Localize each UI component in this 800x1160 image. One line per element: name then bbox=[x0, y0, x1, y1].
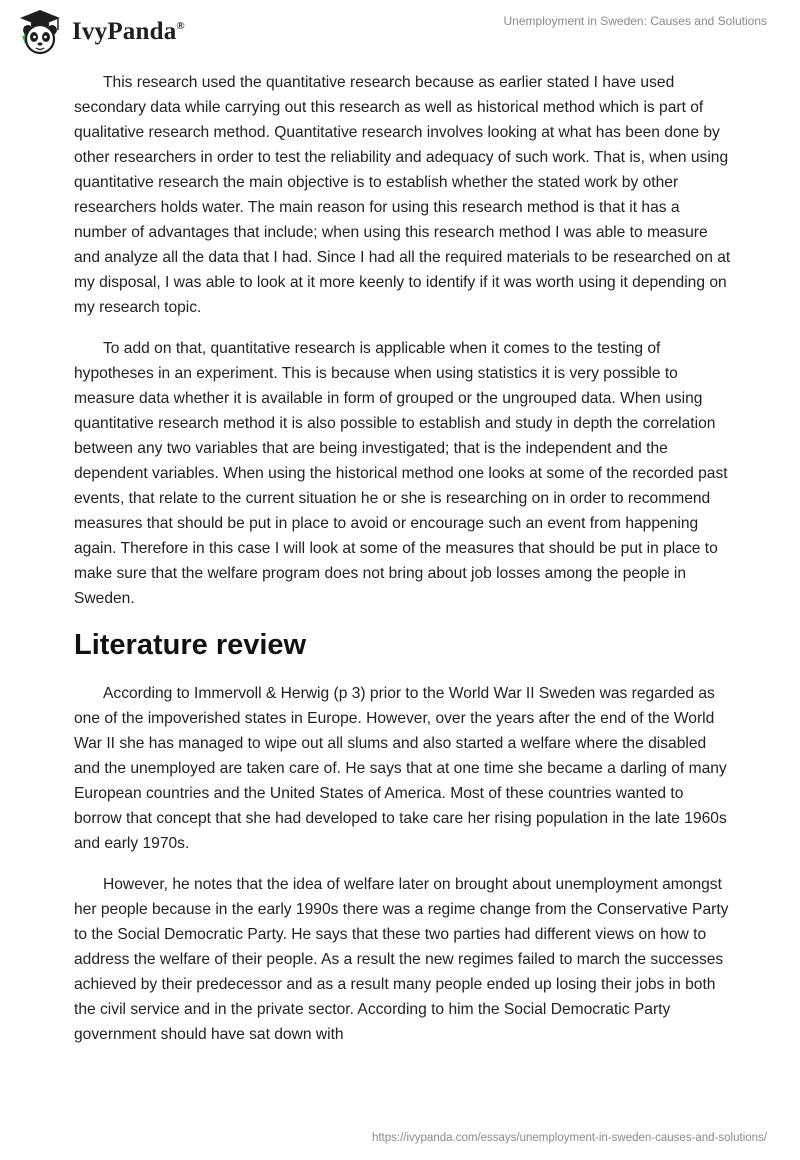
essay-body bbox=[74, 70, 734, 1063]
source-url[interactable]: https://ivypanda.com/essays/unemployment-in-sweden-causes-and-solutions/ bbox=[371, 1132, 767, 1144]
body-paragraph: According to Immervoll & Herwig (p 3) prior to the World War II Sweden was regarded as one of the impoverished states in Europe. However, over the years after the end of the World War II she has managed to wipe out all slums and also started a welfare where the disabled and the unemployed are taken care of. He says that at one time she became a darling of many European countries and the United States of America. Most of these countries wanted to borrow that concept that she had developed to take care her rising population in the late 1960s and early 1970s. bbox=[74, 685, 727, 852]
body-paragraph: To add on that, quantitative research is applicable when it comes to the testing of hypotheses in an experiment. This is because when using statistics it is very possible to measure data whether it is available in form of grouped or the ungrouped data. When using quantitative research method it is also possible to establish and study in depth the correlation between any two variables that are being investigated; that is the independent and the dependent variables. When using the historical method one looks at some of the recorded past events, that relate to the current situation he or she is researching on in order to recommend measures that should be put in place to avoid or encourage such an event from happening again. Therefore in this case I will look at some of the measures that should be put in place to make sure that the welfare program does not bring about job losses among the people in Sweden. bbox=[74, 340, 728, 607]
page-header bbox=[0, 0, 800, 64]
document-title: Unemployment in Sweden: Causes and Solutions bbox=[503, 14, 767, 28]
brand-name: IvyPanda® bbox=[72, 18, 185, 45]
brand-logo[interactable] bbox=[14, 8, 185, 56]
body-paragraph: However, he notes that the idea of welfare later on brought about unemployment amongst her people because in the early 1990s there was a regime change from the Conservative Party to the Social Democratic Party. He says that these two parties had different views on how to address the welfare of their people. As a result the new regimes failed to march the successes achieved by their predecessor and as a result many people ended up losing their jobs in both the civil service and in the private sector. According to him the Social Democratic Party government should have sat down with bbox=[74, 876, 729, 1043]
section-heading: Literature review bbox=[74, 629, 307, 661]
panda-graduate-icon bbox=[14, 8, 66, 56]
body-paragraph: This research used the quantitative research because as earlier stated I have used secondary data while carrying out this research as well as historical method which is part of qualitative research method. Quantitative research involves looking at what has been done by other researchers in order to test the reliability and adequacy of such work. That is, when using quantitative research the main objective is to establish whether the stated work by other researchers holds water. The main reason for using this research method is that it has a number of advantages that include; when using this research method I was able to measure and analyze all the data that I had. Since I had all the required materials to be researched on at my disposal, I was able to look at it more keenly to identify if it was worth using it depending on my research topic. bbox=[74, 74, 731, 316]
